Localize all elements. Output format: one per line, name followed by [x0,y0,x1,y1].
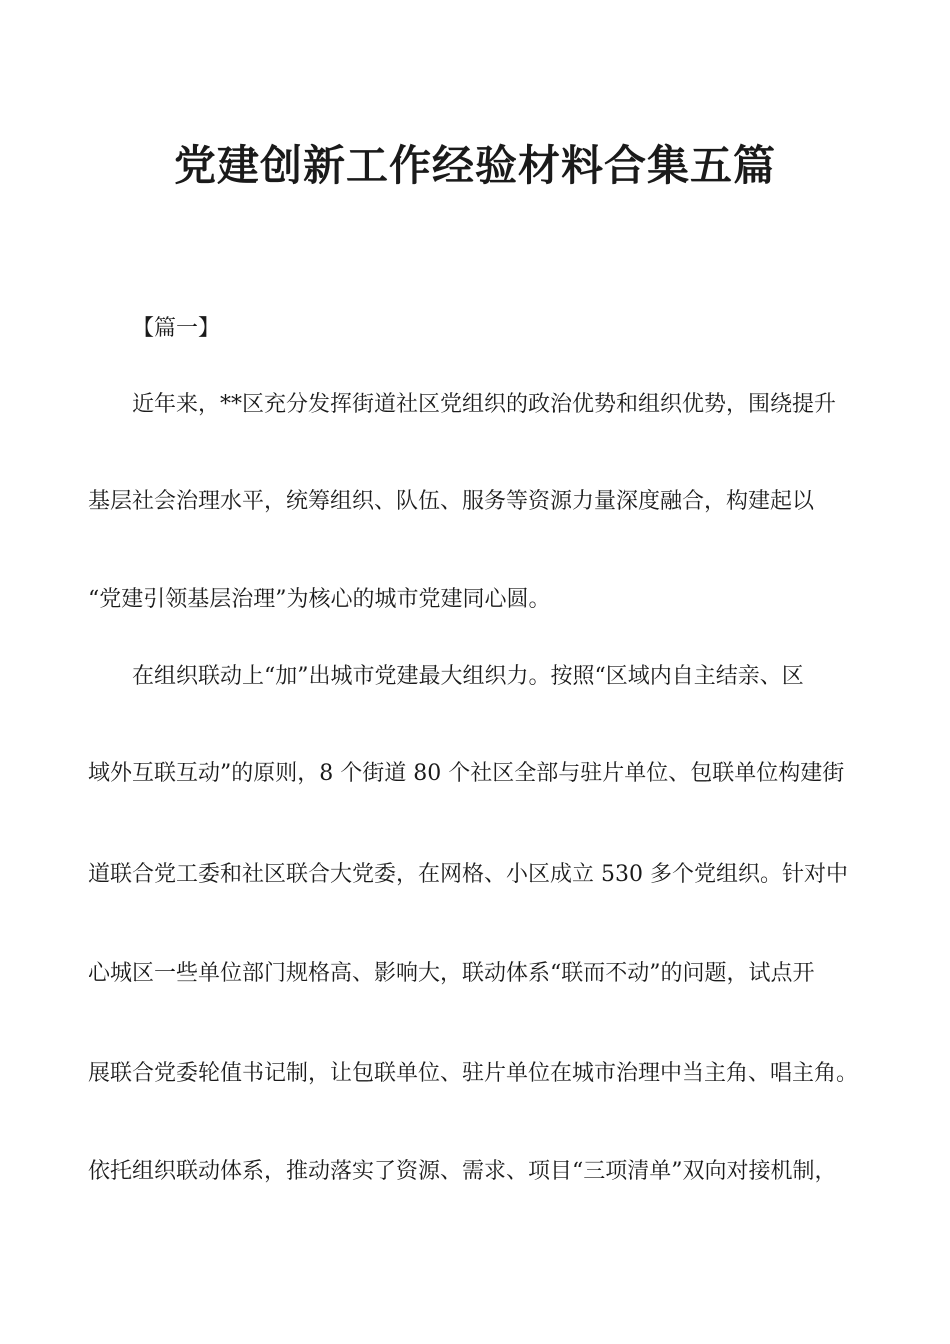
paragraph-line: 心城区一些单位部门规格高、影响大，联动体系“联而不动”的问题，试点开 [88,961,815,986]
paragraph-line: 依托组织联动体系，推动落实了资源、需求、项目“三项清单”双向对接机制， [88,1159,837,1184]
paragraph-line: 基层社会治理水平，统筹组织、队伍、服务等资源力量深度融合，构建起以 [88,489,815,514]
section-label: 【篇一】 [132,316,221,341]
paragraph-line: 域外互联互动”的原则，8 个街道 80 个社区全部与驻片单位、包联单位构建街 [88,761,845,786]
paragraph-line: 道联合党工委和社区联合大党委，在网格、小区成立 530 多个党组织。针对中 [88,862,848,887]
paragraph-line: “党建引领基层治理”为核心的城市党建同心圆。 [88,587,551,612]
paragraph-line: 在组织联动上“加”出城市党建最大组织力。按照“区域内自主结亲、区 [132,664,804,689]
document-title: 党建创新工作经验材料合集五篇 [173,141,776,190]
paragraph-line: 展联合党委轮值书记制，让包联单位、驻片单位在城市治理中当主角、唱主角。 [88,1061,859,1086]
paragraph-line: 近年来，**区充分发挥街道社区党组织的政治优势和组织优势，围绕提升 [132,392,837,417]
